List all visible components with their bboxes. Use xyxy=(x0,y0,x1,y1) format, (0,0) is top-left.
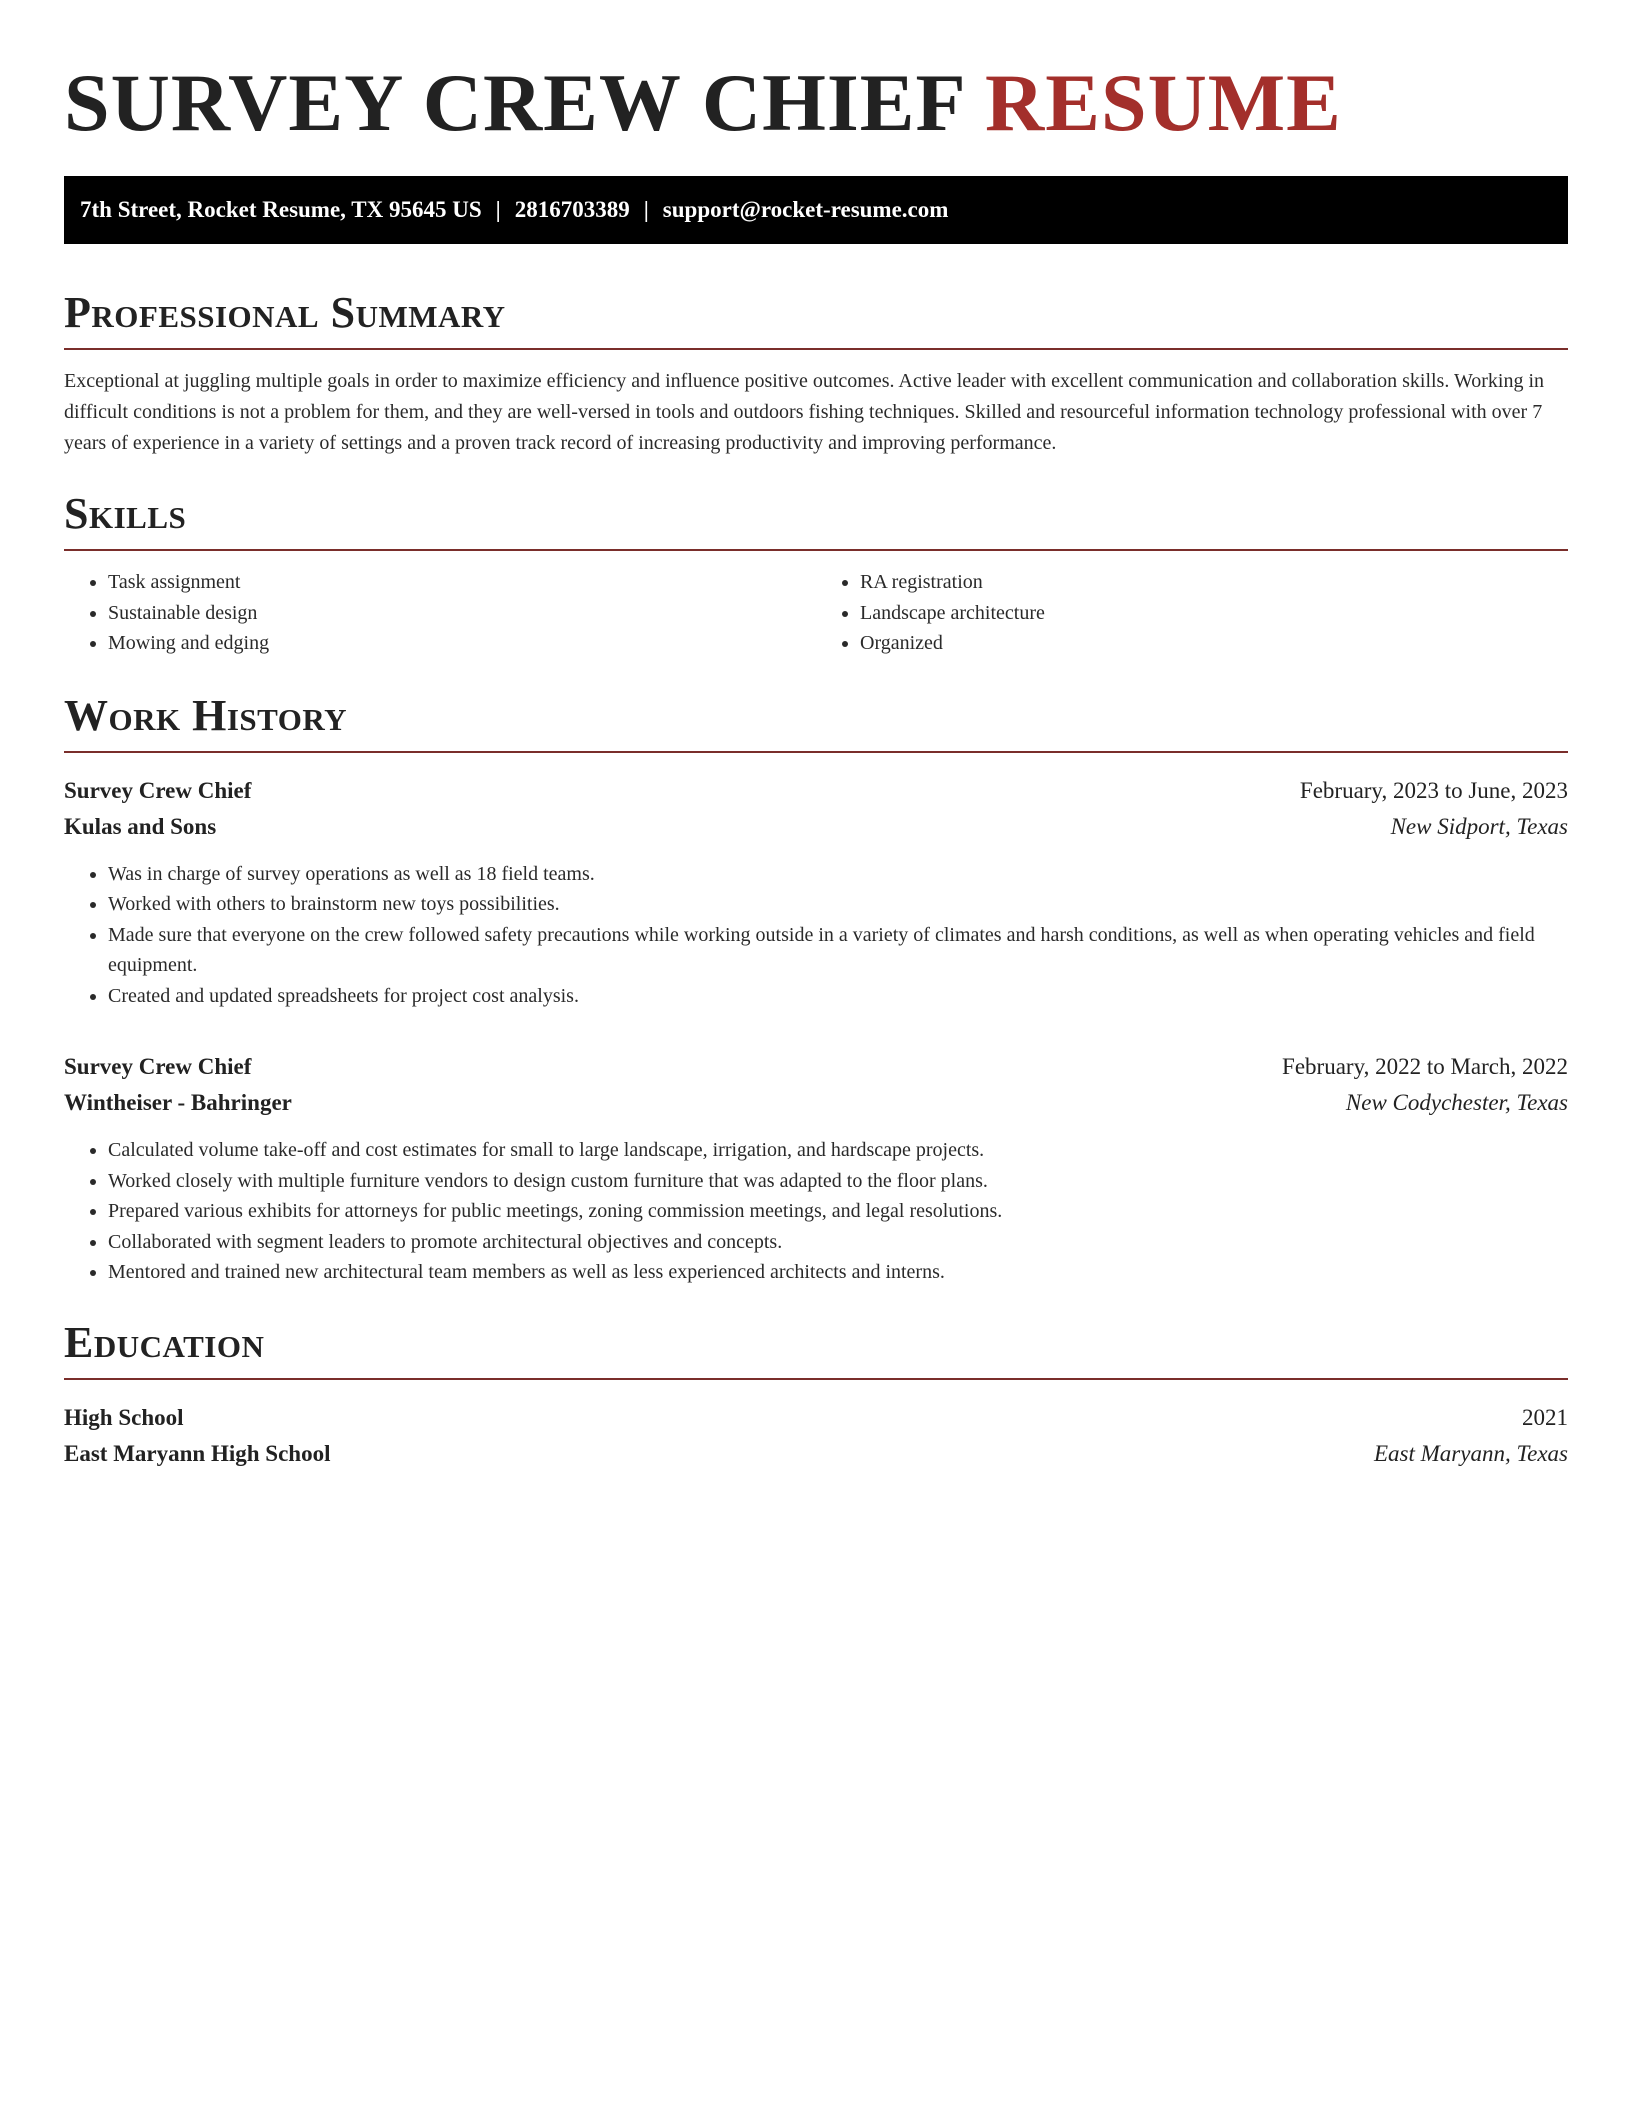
contact-phone: 2816703389 xyxy=(514,197,630,222)
section-divider xyxy=(64,549,1568,551)
education-school: East Maryann High School xyxy=(64,1440,331,1466)
contact-email: support@rocket-resume.com xyxy=(662,197,949,222)
job-entry xyxy=(64,1049,1568,1288)
job-bullet: • Created and updated spreadsheets for project cost analysis. xyxy=(108,981,1568,1012)
job-bullet: • Made sure that everyone on the crew followed safety precautions while working outside in a variety of climates and harsh conditions, as well as when operating vehicles and field equipment. xyxy=(108,920,1568,981)
contact-address: 7th Street, Rocket Resume, TX 95645 US xyxy=(80,197,482,222)
skill-item: • RA registration xyxy=(860,567,1568,598)
skill-item: • Task assignment xyxy=(108,567,816,598)
job-company: Wintheiser - Bahringer xyxy=(64,1090,292,1115)
resume-title xyxy=(64,50,1568,156)
education-location: East Maryann, Texas xyxy=(1373,1440,1568,1466)
education-section xyxy=(64,1318,1568,1472)
job-bullet: • Mentored and trained new architectural team members as well as less experienced architects and interns. xyxy=(108,1257,1568,1288)
job-dates: February, 2022 to March, 2022 xyxy=(1282,1054,1568,1079)
work-history-heading: Work History xyxy=(64,690,348,740)
job-company-row xyxy=(64,1085,1568,1121)
job-bullet: • Prepared various exhibits for attorneys for public meetings, zoning commission meetings, and legal resolutions. xyxy=(108,1196,1568,1227)
contact-separator: | xyxy=(643,197,649,222)
job-location: New Sidport, Texas xyxy=(1390,813,1568,839)
contact-separator: | xyxy=(495,197,501,222)
work-history-section xyxy=(64,691,1568,1288)
job-header-row xyxy=(64,1049,1568,1085)
job-dates: February, 2023 to June, 2023 xyxy=(1299,777,1568,803)
job-bullet: • Worked with others to brainstorm new toys possibilities. xyxy=(108,889,1568,920)
job-bullet: • Was in charge of survey operations as well as 18 field teams. xyxy=(108,859,1568,890)
skills-heading: Skills xyxy=(64,489,187,538)
job-bullet: • Collaborated with segment leaders to promote architectural objectives and concepts. xyxy=(108,1227,1568,1258)
education-degree: High School xyxy=(64,1404,184,1430)
education-heading: Education xyxy=(64,1317,265,1367)
skills-section xyxy=(64,489,1568,659)
summary-text: Exceptional at juggling multiple goals in order to maximize efficiency and influence positive outcomes. Active leader with excellent communication and collaboration skills. Working in difficult conditions is not a problem for them, and they are well-versed in tools and outdoors fishing techniques. Skilled and resourceful information technology professional with over 7 years of experience in a variety of settings and a proven track record of increasing productivity and improving performance. xyxy=(64,370,1545,454)
section-divider xyxy=(64,751,1568,753)
job-header-row xyxy=(64,773,1568,809)
job-entry xyxy=(64,773,1568,1012)
job-bullets xyxy=(64,859,1568,1012)
job-title: Survey Crew Chief xyxy=(64,1054,252,1079)
skills-column-left xyxy=(64,567,816,659)
education-entry xyxy=(64,1400,1568,1472)
education-school-row xyxy=(64,1436,1568,1472)
job-bullet: • Worked closely with multiple furniture vendors to design custom furniture that was adapted to the floor plans. xyxy=(108,1166,1568,1197)
skills-list xyxy=(64,567,1568,659)
section-divider xyxy=(64,1378,1568,1380)
education-year: 2021 xyxy=(1522,1404,1568,1430)
skill-item: • Landscape architecture xyxy=(860,598,1568,629)
skills-column-right xyxy=(816,567,1568,659)
title-main: SURVEY CREW CHIEF xyxy=(64,57,964,148)
job-bullets xyxy=(64,1135,1568,1288)
summary-heading: Professional Summary xyxy=(64,288,506,337)
skill-item: • Organized xyxy=(860,628,1568,659)
job-company-row xyxy=(64,809,1568,845)
contact-bar xyxy=(64,176,1568,244)
section-divider xyxy=(64,348,1568,350)
skill-item: • Sustainable design xyxy=(108,598,816,629)
job-bullet: • Calculated volume take-off and cost estimates for small to large landscape, irrigation, and hardscape projects. xyxy=(108,1135,1568,1166)
job-location: New Codychester, Texas xyxy=(1345,1090,1568,1115)
education-header-row xyxy=(64,1400,1568,1436)
title-accent: RESUME xyxy=(985,57,1342,148)
job-title: Survey Crew Chief xyxy=(64,777,252,803)
summary-section xyxy=(64,288,1568,459)
skill-item: • Mowing and edging xyxy=(108,628,816,659)
job-company: Kulas and Sons xyxy=(64,813,217,839)
